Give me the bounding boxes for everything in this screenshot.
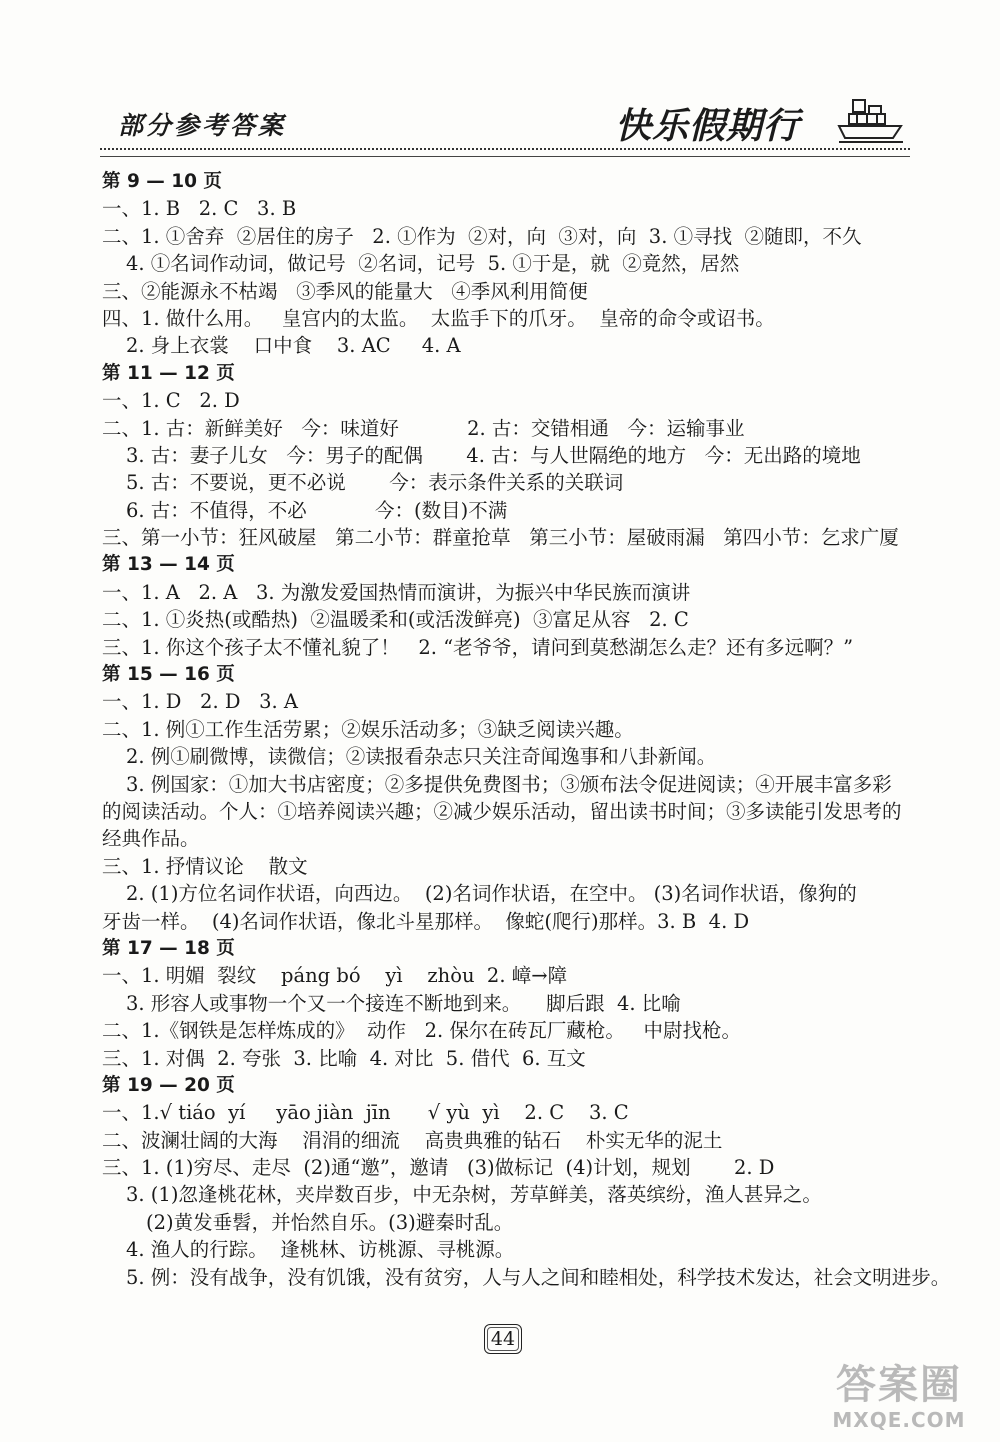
- answer-line: 三、1. (1)穷尽、走尽 (2)通“邀”，邀请 (3)做标记 (4)计划，规划 2. D: [102, 1156, 775, 1180]
- watermark-url: MXQE.COM: [832, 1408, 966, 1432]
- answer-line: 2. 身上衣裳 口中食 3. AC 4. A: [126, 334, 461, 358]
- answer-line: 牙齿一样。 (4)名词作状语，像北斗星那样。 像蛇(爬行)那样。3. B 4. D: [102, 909, 750, 933]
- header-right-title: 快乐假期行: [614, 106, 800, 147]
- answer-line: 6. 古：不值得，不必 今：(数目)不满: [126, 498, 508, 522]
- header-divider: [100, 148, 910, 157]
- answer-line: 二、1. 例①工作生活劳累；②娱乐活动多；③缺乏阅读兴趣。: [102, 717, 634, 741]
- answer-line: 二、1. ①炎热(或酷热) ②温暖柔和(或活泼鲜亮) ③富足从容 2. C: [102, 608, 689, 632]
- answer-line: 一、1. D 2. D 3. A: [102, 690, 298, 714]
- answer-line: 5. 古：不要说，更不必说 今：表示条件关系的关联词: [126, 471, 624, 495]
- answer-line: 二、1. ①舍弃 ②居住的房子 2. ①作为 ②对，向 ③对，向 3. ①寻找 ②随即，不久: [102, 224, 862, 248]
- answer-line: 三、②能源永不枯竭 ③季风的能量大 ④季风利用简便: [102, 279, 588, 303]
- answer-line: 三、第一小节：狂风破屋 第二小节：群童抢草 第三小节：屋破雨漏 第四小节：乞求广厦: [102, 526, 899, 550]
- watermark: [804, 1362, 994, 1438]
- answer-line: 的阅读活动。个人：①培养阅读兴趣；②减少娱乐活动，留出读书时间；③多读能引发思考的: [102, 799, 902, 823]
- answer-line: 一、1. C 2. D: [102, 389, 240, 413]
- watermark-logo: 答案圈: [836, 1362, 962, 1408]
- answer-line: 3. 形容人或事物一个又一个接连不断地到来。 脚后跟 4. 比喻: [126, 991, 681, 1015]
- answer-content: [102, 168, 951, 1291]
- answer-line: 二、波澜壮阔的大海 涓涓的细流 高贵典雅的钻石 朴实无华的泥土: [102, 1128, 723, 1152]
- answer-line: 3. 例国家：①加大书店密度；②多提供免费图书；③颁布法令促进阅读；④开展丰富多彩: [126, 772, 892, 796]
- section-heading: 第 17 — 18 页: [102, 937, 235, 959]
- section-heading: 第 19 — 20 页: [102, 1074, 235, 1096]
- section-heading: 第 9 — 10 页: [102, 171, 222, 192]
- answer-line: 5. 例：没有战争，没有饥饿，没有贫穷，人与人之间和睦相处，科学技术发达，社会文明进步。: [126, 1265, 951, 1289]
- answer-line: 三、1. 你这个孩子太不懂礼貌了！ 2. “老爷爷，请问到莫愁湖怎么走？还有多远啊？”: [102, 635, 854, 659]
- page-header: [100, 96, 910, 166]
- answer-line: 4. ①名词作动词，做记号 ②名词，记号 5. ①于是，就 ②竟然，居然: [126, 252, 740, 276]
- answer-line: 2. (1)方位名词作状语，向西边。 (2)名词作状语，在空中。 (3)名词作状语，像狗的: [126, 882, 857, 906]
- answer-line: 四、1. 做什么用。 皇宫内的太监。 太监手下的爪牙。 皇帝的命令或诏书。: [102, 306, 775, 330]
- answer-line: 三、1. 抒情议论 散文: [102, 854, 308, 878]
- answer-line: 三、1. 对偶 2. 夸张 3. 比喻 4. 对比 5. 借代 6. 互文: [102, 1046, 586, 1070]
- answer-line: 3. 古：妻子儿女 今：男子的配偶 4. 古：与人世隔绝的地方 今：无出路的境地: [126, 443, 861, 467]
- page-number-text: 44: [490, 1328, 516, 1350]
- answer-line: 4. 渔人的行踪。 逢桃林、访桃源、寻桃源。: [126, 1238, 515, 1262]
- ship-icon: [837, 96, 905, 144]
- section-heading: 第 13 — 14 页: [102, 554, 235, 576]
- answer-line: 一、1. A 2. A 3. 为激发爱国热情而演讲，为振兴中华民族而演讲: [102, 580, 691, 604]
- answer-line: 二、1. 古：新鲜美好 今：味道好 2. 古：交错相通 今：运输事业: [102, 416, 745, 440]
- page-number: [484, 1324, 522, 1354]
- answer-line: 二、1.《钢铁是怎样炼成的》 动作 2. 保尔在砖瓦厂藏枪。 中尉找枪。: [102, 1019, 741, 1043]
- answer-line: 经典作品。: [102, 827, 200, 851]
- answer-line: 3. (1)忽逢桃花林，夹岸数百步，中无杂树，芳草鲜美，落英缤纷，渔人甚异之。: [126, 1183, 822, 1207]
- section-heading: 第 11 — 12 页: [102, 362, 235, 384]
- header-left-title: 部分参考答案: [118, 111, 287, 140]
- answer-line: 一、1. 明媚 裂纹 páng bó yì zhòu 2. 嶂→障: [102, 964, 568, 988]
- answer-line: 一、1.√ tiáo yí yāo jiàn jīn √ yù yì 2. C 3. C: [102, 1101, 629, 1125]
- answer-line: 2. 例①刷微博，读微信；②读报看杂志只关注奇闻逸事和八卦新闻。: [126, 745, 717, 769]
- answer-line: (2)黄发垂髫，并怡然自乐。(3)避秦时乱。: [146, 1210, 514, 1234]
- section-heading: 第 15 — 16 页: [102, 664, 235, 686]
- answer-line: 一、1. B 2. C 3. B: [102, 197, 297, 221]
